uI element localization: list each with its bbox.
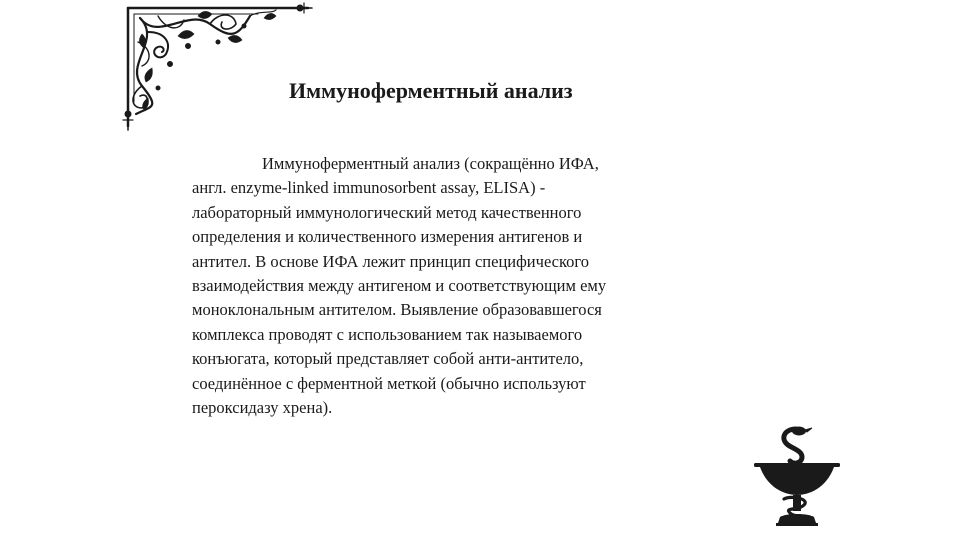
paragraph-line: соединённое с ферментной меткой (обычно используют bbox=[192, 373, 586, 393]
paragraph-line: конъюгата, который представляет собой анти-антитело, bbox=[192, 349, 584, 369]
bowl-of-hygieia-icon bbox=[752, 425, 842, 527]
paragraph-line: антител. В основе ИФА лежит принцип специфического bbox=[192, 251, 590, 271]
paragraph-line: лабораторный иммунологический метод качественного bbox=[192, 202, 582, 222]
paragraph-line: пероксидазу хрена). bbox=[192, 398, 333, 418]
paragraph-line: комплекса проводят с использованием так называемого bbox=[192, 324, 583, 344]
floral-corner-ornament-icon bbox=[118, 2, 314, 132]
paragraph-line: моноклональным антителом. Выявление образовавшегося bbox=[192, 300, 602, 320]
paragraph-line: Иммуноферментный анализ (сокращённо ИФА, bbox=[262, 154, 599, 173]
slide-title: Иммуноферментный анализ bbox=[289, 78, 573, 103]
paragraph-line: определения и количественного измерения антигенов и bbox=[192, 227, 583, 247]
body-paragraph bbox=[192, 152, 752, 420]
paragraph-line: англ. enzyme-linked immunosorbent assay, ELISA) - bbox=[192, 178, 546, 198]
paragraph-line: взаимодействия между антигеном и соответствующим ему bbox=[192, 276, 607, 296]
